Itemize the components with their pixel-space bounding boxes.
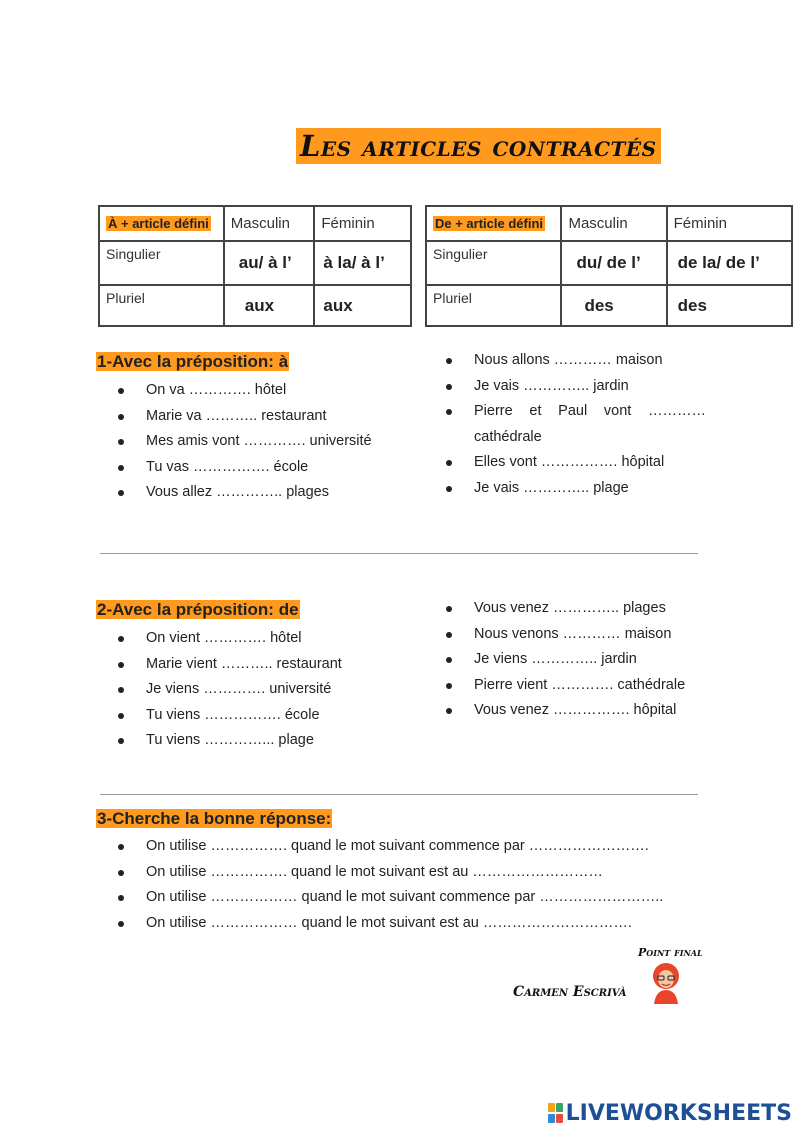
table-a-row-singulier: Singulier — [99, 241, 224, 285]
bullet-icon — [118, 490, 124, 496]
table-a-singulier-f: à la/ à l’ — [314, 241, 411, 285]
bullet-icon — [446, 486, 452, 492]
table-de-corner-cell — [426, 206, 561, 241]
bullet-icon — [118, 713, 124, 719]
list-item-text: Je viens ………….. jardin — [474, 651, 637, 667]
liveworksheets-mark-icon — [548, 1103, 564, 1125]
table-de-singulier-f: de la/ de l’ — [667, 241, 792, 285]
bullet-icon — [118, 870, 124, 876]
list-item — [118, 728, 342, 754]
table-de-corner: De + article défini — [435, 216, 544, 231]
table-de-col-masculin: Masculin — [561, 206, 666, 241]
word: Pierre — [474, 403, 513, 419]
list-item-text: Tu viens ……………. école — [146, 706, 320, 723]
page-title: Les articles contractés — [296, 128, 661, 164]
table-a-article — [98, 205, 412, 327]
bullet-icon — [446, 409, 452, 415]
list-item-text: Tu vas ……………. école — [146, 458, 309, 475]
table-a-pluriel-m: aux — [224, 285, 315, 326]
section2-right-list — [446, 596, 685, 724]
list-item — [118, 677, 342, 703]
bullet-icon — [446, 606, 452, 612]
list-item-text: Mes amis vont …………. université — [146, 433, 372, 449]
list-item — [446, 673, 685, 699]
bullet-icon — [118, 636, 124, 642]
table-de-pluriel-m: des — [561, 285, 666, 326]
list-item-text: Tu viens …………... plage — [146, 732, 314, 748]
list-item-text: Marie vient ……….. restaurant — [146, 655, 342, 672]
bullet-icon — [118, 895, 124, 901]
list-item-text: On utilise ……………… quand le mot suivant commence par …………………….. — [146, 889, 664, 905]
bullet-icon — [446, 683, 452, 689]
table-a-col-feminin: Féminin — [314, 206, 411, 241]
liveworksheets-brand: LIVEWORKSHEETS — [565, 1101, 792, 1126]
list-item — [118, 480, 372, 506]
table-de-col-feminin: Féminin — [667, 206, 792, 241]
bullet-icon — [446, 384, 452, 390]
list-item-text: Je viens …………. université — [146, 681, 332, 697]
list-item-text: On vient …………. hôtel — [146, 630, 302, 646]
divider — [100, 553, 698, 554]
table-de-article — [425, 205, 793, 327]
list-item — [446, 476, 706, 502]
list-item — [118, 834, 663, 860]
table-de-singulier-m: du/ de l’ — [561, 241, 666, 285]
list-item — [446, 399, 706, 425]
table-a-pluriel-f: aux — [314, 285, 411, 326]
table-a-col-masculin: Masculin — [224, 206, 315, 241]
list-item — [118, 911, 663, 937]
list-item-text: Je vais ………….. jardin — [474, 377, 629, 394]
list-item — [446, 647, 685, 673]
table-a-row-pluriel: Pluriel — [99, 285, 224, 326]
table-de-row-singulier: Singulier — [426, 241, 561, 285]
bullet-icon — [118, 388, 124, 394]
bullet-icon — [118, 687, 124, 693]
list-item — [118, 404, 372, 430]
list-item-text: Vous venez ……………. hôpital — [474, 702, 677, 718]
list-item-text: Nous venons ………… maison — [474, 625, 672, 642]
section1-heading-text: 1-Avec la préposition: à — [97, 352, 289, 371]
avatar-icon — [648, 962, 684, 1004]
point-final-label: Point final — [638, 946, 703, 959]
list-item — [446, 596, 685, 622]
section2-left-list — [118, 626, 342, 754]
bullet-icon — [446, 460, 452, 466]
list-item-text: On utilise ……………. quand le mot suivant est au ……………………… — [146, 863, 603, 880]
word: vont — [603, 403, 632, 419]
table-de-pluriel-f: des — [667, 285, 792, 326]
list-item — [446, 374, 706, 400]
section2-heading-text: 2-Avec la préposition: de — [97, 600, 299, 619]
bullet-icon — [118, 465, 124, 471]
bullet-icon — [118, 921, 124, 927]
bullet-icon — [446, 632, 452, 638]
bullet-icon — [446, 358, 452, 364]
list-item-text: Je vais ………….. plage — [474, 479, 629, 496]
section1-left-list — [118, 378, 372, 506]
list-item — [118, 885, 663, 911]
list-item — [118, 626, 342, 652]
bullet-icon — [446, 708, 452, 714]
bullet-icon — [118, 662, 124, 668]
table-a-corner: À + article défini — [108, 216, 209, 231]
bullet-icon — [118, 414, 124, 420]
list-item-text: Vous allez ………….. plages — [146, 484, 329, 500]
list-item-text: On utilise ……………. quand le mot suivant commence par ……………………. — [146, 838, 649, 854]
list-item-text: On utilise ……………… quand le mot suivant est au …………………………. — [146, 914, 632, 931]
list-item — [446, 622, 685, 648]
list-item — [446, 698, 685, 724]
author-signature: Carmen Escrivà — [513, 984, 627, 1000]
section3-list — [118, 834, 663, 936]
table-a-corner-cell — [99, 206, 224, 241]
list-item-text: cathédrale — [474, 428, 542, 445]
bullet-icon — [118, 844, 124, 850]
section3-heading-text: 3-Cherche la bonne réponse: — [97, 809, 332, 828]
bullet-icon — [118, 439, 124, 445]
title-block — [296, 128, 661, 164]
section3-heading — [96, 808, 332, 830]
liveworksheets-logo — [548, 1101, 792, 1126]
word: ………… — [647, 403, 706, 419]
list-item — [118, 429, 372, 455]
list-item-text: Nous allons ………… maison — [474, 352, 663, 368]
word: et — [529, 403, 542, 419]
list-item-text: Elles vont ……………. hôpital — [474, 454, 665, 470]
list-item — [118, 703, 342, 729]
list-item — [118, 378, 372, 404]
list-item-continuation — [446, 425, 706, 451]
list-item-text-justified — [474, 399, 706, 425]
divider — [100, 794, 698, 795]
list-item-text: Pierre vient …………. cathédrale — [474, 676, 686, 693]
section1-right-list — [446, 348, 706, 501]
bullet-icon — [118, 738, 124, 744]
list-item-text: On va …………. hôtel — [146, 382, 287, 398]
section2-heading — [96, 599, 300, 621]
list-item — [118, 455, 372, 481]
word: Paul — [558, 403, 588, 419]
section1-heading — [96, 351, 289, 373]
list-item-text: Vous venez ………….. plages — [474, 600, 666, 616]
table-de-row-pluriel: Pluriel — [426, 285, 561, 326]
list-item — [446, 348, 706, 374]
list-item — [446, 450, 706, 476]
table-a-singulier-m: au/ à l’ — [224, 241, 315, 285]
bullet-icon — [446, 657, 452, 663]
list-item — [118, 860, 663, 886]
list-item — [118, 652, 342, 678]
list-item-text: Marie va ……….. restaurant — [146, 407, 327, 424]
